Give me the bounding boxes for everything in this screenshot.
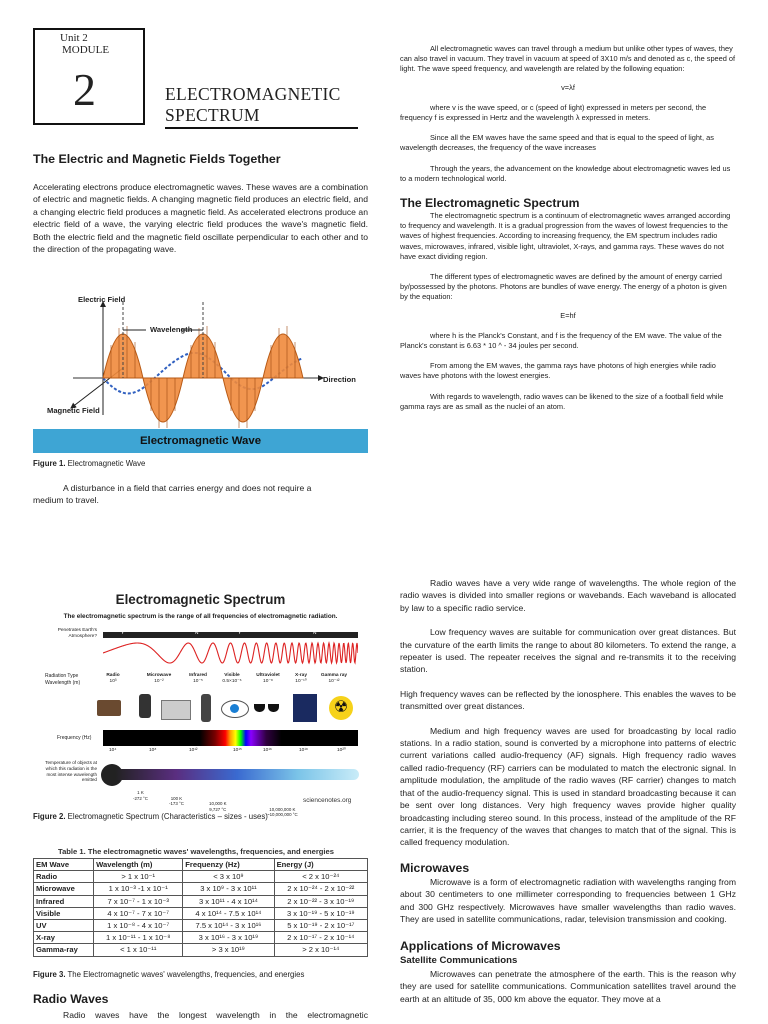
type-visible <box>217 673 247 685</box>
freq-3: 10¹² <box>189 748 198 753</box>
table-cell: 7 x 10⁻⁷ - 1 x 10⁻³ <box>94 895 183 907</box>
type-microwave-wl: 10⁻² <box>154 679 164 684</box>
type-visible-wl: 0.5×10⁻⁶ <box>222 679 242 684</box>
sunglasses-icon <box>254 704 280 712</box>
type-ultraviolet-wl: 10⁻⁸ <box>263 679 273 684</box>
module-number: 2 <box>73 64 96 115</box>
figure1-caption-text: Electromagnetic Wave <box>65 459 146 468</box>
table-cell: 1 x 10⁻¹¹ - 1 x 10⁻⁸ <box>94 932 183 944</box>
module-box <box>33 28 145 125</box>
right-bottom-column <box>400 577 736 1005</box>
temperature-label: Temperature of objects at which this radiation is the most intense wavelength emitted <box>45 760 97 783</box>
label-direction: Direction <box>323 375 356 384</box>
table-header-row <box>34 859 368 871</box>
para-wave-speed-def: where v is the wave speed, or c (speed of light) expressed in meters per second, the frequency f is expressed in Hertz and the wavelength λ expressed in meters. <box>400 102 707 123</box>
type-xray <box>289 673 313 685</box>
freq-2: 10⁸ <box>149 748 157 753</box>
figure3-caption <box>33 970 304 979</box>
spectrum-icons <box>97 694 363 724</box>
freq-4: 10¹⁵ <box>233 748 242 753</box>
section-heading-fields: The Electric and Magnetic Fields Together <box>33 152 281 166</box>
table-cell: 4 x 10¹⁴ - 7.5 x 10¹⁴ <box>183 907 274 919</box>
type-radio-name: Radio <box>106 673 120 678</box>
figure3-caption-label: Figure 3. <box>33 970 66 979</box>
remote-icon <box>201 694 211 722</box>
table-row <box>34 871 368 883</box>
equation-photon-energy: E=hf <box>560 310 576 320</box>
subheading-satellite: Satellite Communications <box>400 955 518 967</box>
table-em-waves <box>33 847 368 957</box>
figure-banner: Electromagnetic Wave <box>33 429 368 453</box>
table-row <box>34 932 368 944</box>
module-label: MODULE <box>62 44 110 56</box>
table-row <box>34 895 368 907</box>
type-gamma-wl: 10⁻¹² <box>328 679 340 684</box>
label-electric-field: Electric Field <box>78 295 126 304</box>
temp-1: 1 K -272 °C <box>133 790 148 801</box>
figure2-caption-label: Figure 2. <box>33 812 66 821</box>
table-cell: < 1 x 10⁻¹¹ <box>94 944 183 956</box>
atmo-y2: Y <box>238 631 242 636</box>
para-gamma-energies: From among the EM waves, the gamma rays have photons of high energies while radio waves have photons with the lowest energies. <box>400 361 716 381</box>
type-gamma-name: Gamma ray <box>320 673 348 678</box>
table-cell: 1 x 10⁻³ -1 x 10⁻¹ <box>94 883 183 895</box>
radiation-type-label: Radiation Type Wavelength (m) <box>45 673 81 686</box>
equation-wave-speed: v=λf <box>561 82 575 92</box>
frequency-ticks <box>103 748 363 756</box>
para-satellite: Microwaves can penetrate the atmosphere of the earth. This is the reason why they are used for satellite communications. Communication satellites travel around the earth at an altitude of 35, 000 km above the equator. They move at a <box>400 968 736 1004</box>
label-wavelength: Wavelength <box>150 325 193 334</box>
type-gamma <box>317 673 351 685</box>
title-line1: ELECTROMAGNETIC <box>165 84 341 104</box>
freq-6: 10¹⁸ <box>299 748 308 753</box>
para-radio-intro: Radio waves have the longest wavelength in the electromagnetic <box>63 1010 368 1020</box>
table-cell: Gamma-ray <box>34 944 94 956</box>
unit-label: Unit 2 <box>60 32 88 44</box>
para-microwaves: Microwave is a form of electromagnetic radiation with wavelengths ranging from about 30 centimeters to one millimeter corresponding to frequencies between 1 GHz and 300 GHz respectively. Microwaves have smaller wavelengths than radio waves. They are used in satellite communications, radar, television transmission and cooking. <box>400 876 736 924</box>
type-radio-wl: 10³ <box>109 679 117 684</box>
section-heading-applications: Applications of Microwaves <box>400 939 561 954</box>
table-cell: 3 x 10¹⁶ - 3 x 10¹⁹ <box>183 932 274 944</box>
table-cell: UV <box>34 919 94 931</box>
type-infrared-name: Infrared <box>189 673 207 678</box>
title-line2: SPECTRUM <box>165 105 260 125</box>
type-radio <box>103 673 123 685</box>
para-broadcasting: Medium and high frequency waves are used for broadcasting by local radio stations. In a radio station, sound is converted by a microphone into patterns of electric current variations called audio-frequency (AF) signals. High frequency radio waves called radio-frequency (RF) carriers can be modulated to match the electronic signal. In amplitude modulation, the amplitude of the radio waves (RF carrier) changes to match that of the audio-frequency signal. This is used in standard broadcasting because it can be sent over long distances. Very high frequency waves provide higher quality broadcasting including stereo sound. In this process, instead of the amplitude of the RF carrier, it is the frequency of the waves that changes to match that of the signal. This is called frequency modulation. <box>400 725 736 848</box>
eye-icon <box>221 700 249 718</box>
table-title: Table 1. The electromagnetic waves' wavelengths, frequencies, and energies <box>58 847 334 856</box>
table-header-cell: Frequenzy (Hz) <box>183 859 274 871</box>
radiation-icon: ☢ <box>329 696 353 720</box>
para-low-frequency: Low frequency waves are suitable for communication over great distances. But the curvature of the earth limits the range to about 80 kilometers. To extend the range, a repeater is used. The repeater receives the signal and re-transmits it to the receiving station. <box>400 627 736 675</box>
table-cell: 5 x 10⁻¹⁹ - 2 x 10⁻¹⁷ <box>274 919 367 931</box>
para-high-frequency: High frequency waves can be reflected by the ionosphere. This enables the waves to be transmitted over great distances. <box>400 688 736 712</box>
type-ultraviolet-name: Ultraviolet <box>256 673 280 678</box>
table-row <box>34 883 368 895</box>
table-cell: 4 x 10⁻⁷ - 7 x 10⁻⁷ <box>94 907 183 919</box>
frequency-label: Frequency (Hz) <box>57 735 92 741</box>
table-cell: 3 x 10⁻¹⁹ - 5 x 10⁻¹⁹ <box>274 907 367 919</box>
type-microwave-name: Microwave <box>146 673 172 678</box>
table-cell: Visible <box>34 907 94 919</box>
table-header-cell: Wavelength (m) <box>94 859 183 871</box>
page-title <box>165 84 341 126</box>
type-xray-name: X-ray <box>295 673 307 678</box>
para-spectrum-def: The electromagnetic spectrum is a continuum of electromagnetic waves arranged according to frequency and wavelength. It is a gradual progression from the waves of lowest frequencies to the waves of highest frequencies. According to increasing frequency, the EM spectrum includes radio waves, microwaves, infrared, visible light, ultraviolet, X-rays, and gamma rays. These waves do not have exact dividing region. <box>400 211 731 261</box>
type-ultraviolet <box>251 673 285 685</box>
figure2-caption <box>33 812 268 821</box>
table-cell: 2 x 10⁻²² - 3 x 10⁻¹⁹ <box>274 895 367 907</box>
atmo-n1: N <box>195 631 199 636</box>
temp-3: 10,000 K 9,727 °C <box>209 801 227 812</box>
table-cell: Microwave <box>34 883 94 895</box>
table-row <box>34 907 368 919</box>
section-heading-radio: Radio Waves <box>33 992 109 1006</box>
table-cell: 1 x 10⁻⁸ - 4 x 10⁻⁷ <box>94 919 183 931</box>
table-cell: 7.5 x 10¹⁴ - 3 x 10¹⁶ <box>183 919 274 931</box>
type-xray-wl: 10⁻¹⁰ <box>295 679 307 684</box>
freq-7: 10²⁰ <box>337 748 346 753</box>
radio-icon <box>97 700 121 716</box>
table-header-cell: EM Wave <box>34 859 94 871</box>
para-wavelength-frequency: Since all the EM waves have the same speed and that is equal to the speed of light, as wavelength decreases, the frequency of the wave increases <box>400 133 714 153</box>
para-wavelength-size: With regards to wavelength, radio waves can be likened to the size of a football field while gamma rays are as small as the nuclei of an atom. <box>400 391 724 411</box>
atmo-y1: Y <box>121 631 125 636</box>
table-row <box>34 944 368 956</box>
spectrum-sine <box>103 640 358 666</box>
phone-icon <box>139 694 151 718</box>
table-cell: 2 x 10⁻¹⁷ - 2 x 10⁻¹⁴ <box>274 932 367 944</box>
spectrum-source: sciencenotes.org <box>303 797 352 804</box>
table-cell: > 3 x 10¹⁹ <box>183 944 274 956</box>
table-cell: > 1 x 10⁻¹ <box>94 871 183 883</box>
figure3-caption-text: The Electromagnetic waves' wavelengths, frequencies, and energies <box>65 970 305 979</box>
figure1-caption-label: Figure 1. <box>33 459 66 468</box>
table-cell: Infrared <box>34 895 94 907</box>
figure-em-wave <box>33 290 368 456</box>
para-travel-vacuum: All electromagnetic waves can travel through a medium but unlike other types of waves, they can also travel in vacuum. They travel in vacuum at speed of 3X10 m/s and denoted as c, the speed of light. The wave speed frequency, and wavelength are related by the following equation: <box>400 44 736 74</box>
table-header-cell: Energy (J) <box>274 859 367 871</box>
section-heading-spectrum: The Electromagnetic Spectrum <box>400 196 580 211</box>
figure1-caption <box>33 459 145 468</box>
freq-1: 10⁴ <box>109 748 117 753</box>
table-cell: 3 x 10⁹ - 3 x 10¹¹ <box>183 883 274 895</box>
table-cell: 2 x 10⁻²⁴ - 2 x 10⁻²² <box>274 883 367 895</box>
para-radio-wavebands: Radio waves have a very wide range of wavelengths. The whole region of the radio waves is divided into smaller regions or wavebands. Each waveband is allocated by law to a specific radio service. <box>400 578 736 613</box>
type-infrared <box>183 673 213 685</box>
type-visible-name: Visible <box>224 673 240 678</box>
frequency-gradient <box>103 730 358 746</box>
table-cell: < 2 x 10⁻²⁴ <box>274 871 367 883</box>
thermometer-bar <box>115 769 359 780</box>
table-cell: X-ray <box>34 932 94 944</box>
table-cell: < 3 x 10⁹ <box>183 871 274 883</box>
spectrum-subtitle: The electromagnetic spectrum is the range of all frequencies of electromagnetic radiation. <box>63 613 338 620</box>
table-cell: 3 x 10¹¹ - 4 x 10¹⁴ <box>183 895 274 907</box>
type-microwave <box>143 673 175 685</box>
type-infrared-wl: 10⁻⁵ <box>193 679 203 684</box>
temp-2: 100 K -173 °C <box>169 795 184 807</box>
para-photon-energy: The different types of electromagnetic waves are defined by the amount of energy carried by/possessed by the photons. Photons are bundles of wave energy. The energy of a photon is given by the equation: <box>400 272 727 302</box>
title-rule <box>165 127 358 129</box>
temp-4: 10,000,000 K ~10,000,000 °C <box>267 806 298 818</box>
microwave-oven-icon <box>161 700 191 720</box>
para-advancement: Through the years, the advancement on the knowledge about electromagnetic waves led us to a modern technological world. <box>400 163 731 183</box>
section-heading-microwaves: Microwaves <box>400 860 470 875</box>
freq-5: 10¹⁶ <box>263 748 272 753</box>
figure1-note: A disturbance in a field that carries energy and does not require a medium to travel. <box>33 483 312 506</box>
right-top-column <box>400 44 736 412</box>
paragraph-fields: Accelerating electrons produce electromagnetic waves. These waves are a combination of electric and magnetic fields. A changing magnetic field produces an electric field, and a changing electric field produces a magnetic field. As accelerated electrons produce an electric field of a wave, the varying electric field produces the wave's magnetic field. Both the electric field and the magnetic field oscillate perpendicular to each other and to the direction of the propagating wave. <box>33 182 368 255</box>
spectrum-title: Electromagnetic Spectrum <box>115 592 286 607</box>
em-wave-table <box>33 858 368 957</box>
atmosphere-label: Penetrates Earth's Atmosphere? <box>57 628 97 639</box>
figure2-caption-text: Electromagnetic Spectrum (Characteristics – sizes - uses) <box>65 812 268 821</box>
table-row <box>34 919 368 931</box>
atmosphere-bar <box>103 632 358 638</box>
atmo-n2: N <box>313 631 317 636</box>
xray-hand-icon <box>293 694 317 722</box>
table-cell: Radio <box>34 871 94 883</box>
label-magnetic-field: Magnetic Field <box>47 406 100 415</box>
para-planck: where h is the Planck's Constant, and f is the frequency of the EM wave. The value of the Planck's constant is 6.63 * 10 ^ - 34 joules per second. <box>400 330 722 351</box>
radiation-types <box>103 673 368 687</box>
table-cell: > 2 x 10⁻¹⁴ <box>274 944 367 956</box>
